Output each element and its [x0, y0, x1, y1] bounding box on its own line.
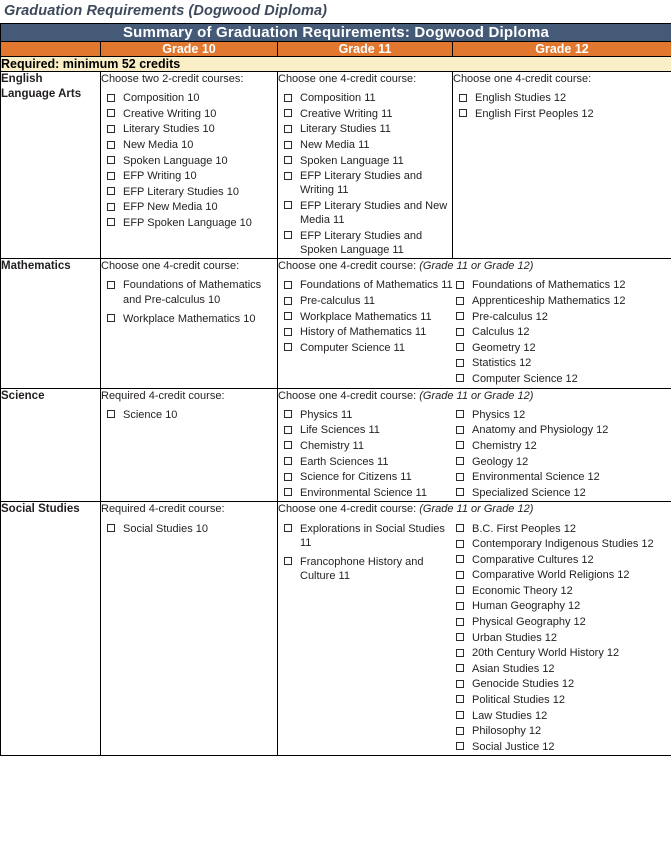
split-col-grade-12 — [454, 278, 671, 387]
checkbox-icon[interactable] — [284, 312, 292, 320]
checkbox-icon[interactable] — [456, 426, 464, 434]
course-option[interactable] — [454, 522, 671, 536]
checkbox-icon[interactable] — [284, 281, 292, 289]
course-option[interactable] — [454, 724, 671, 738]
course-option[interactable] — [101, 138, 277, 152]
course-option-label: Apprenticeship Mathematics 12 — [472, 295, 626, 308]
course-option-label: Science for Citizens 11 — [300, 471, 412, 484]
course-option[interactable] — [101, 200, 277, 214]
split-columns — [278, 278, 671, 387]
course-option[interactable] — [101, 312, 277, 326]
course-option[interactable] — [278, 341, 454, 355]
course-option[interactable] — [454, 537, 671, 551]
course-option-label: Computer Science 11 — [300, 341, 405, 354]
checkbox-icon[interactable] — [284, 557, 292, 565]
course-option-label: Social Justice 12 — [472, 740, 555, 753]
cell-science-grade-11-12 — [278, 388, 671, 502]
course-option-label: EFP Literary Studies and New Media 11 — [300, 199, 448, 226]
course-option[interactable] — [454, 709, 671, 723]
course-option[interactable] — [454, 631, 671, 645]
cell-lead: Choose two 2-credit courses: — [101, 73, 244, 85]
checkbox-icon[interactable] — [456, 328, 464, 336]
course-option[interactable] — [101, 408, 277, 422]
course-option-label: English Studies 12 — [475, 92, 567, 105]
checkbox-icon[interactable] — [284, 524, 292, 532]
cell-lead: Choose one 4-credit course: — [278, 73, 417, 85]
column-header-grade-12: Grade 12 — [453, 42, 671, 57]
option-list-social-studies-grade-10 — [101, 522, 277, 536]
checkbox-icon[interactable] — [107, 281, 115, 289]
course-option-label: Economic Theory 12 — [472, 584, 573, 597]
course-option-label: Life Sciences 11 — [300, 424, 380, 437]
course-option[interactable] — [454, 325, 671, 339]
checkbox-icon[interactable] — [284, 328, 292, 336]
course-option[interactable] — [278, 107, 452, 121]
course-option-label: Chemistry 11 — [300, 439, 364, 452]
course-option[interactable] — [278, 169, 452, 197]
grade-range-note: (Grade 11 or Grade 12) — [419, 503, 534, 516]
course-option[interactable] — [454, 740, 671, 754]
column-header-subject — [1, 42, 101, 57]
checkbox-icon[interactable] — [456, 343, 464, 351]
course-option[interactable] — [454, 294, 671, 308]
option-list-ela-grade-10 — [101, 91, 277, 230]
course-option[interactable] — [454, 615, 671, 629]
split-col-grade-12 — [454, 522, 671, 756]
column-header-grade-10: Grade 10 — [101, 42, 278, 57]
course-option-label: Foundations of Mathematics and Pre-calculus 10 — [123, 279, 262, 306]
course-option-label: Creative Writing 11 — [300, 107, 393, 120]
course-option[interactable] — [454, 455, 671, 469]
checkbox-icon[interactable] — [456, 540, 464, 548]
course-option[interactable] — [278, 310, 454, 324]
option-list-science-grade-10 — [101, 408, 277, 422]
course-option[interactable] — [101, 154, 277, 168]
option-list-ela-grade-12 — [453, 91, 671, 121]
checkbox-icon[interactable] — [284, 441, 292, 449]
course-option-label: EFP Spoken Language 10 — [123, 216, 252, 229]
checkbox-icon[interactable] — [107, 187, 115, 195]
course-option[interactable] — [278, 522, 454, 550]
checkbox-icon[interactable] — [284, 231, 292, 239]
cell-lead — [278, 502, 671, 516]
cell-science-grade-10 — [101, 388, 278, 502]
checkbox-icon[interactable] — [456, 457, 464, 465]
course-option[interactable] — [278, 91, 452, 105]
course-option-label: Anatomy and Physiology 12 — [472, 424, 609, 437]
page-title: Graduation Requirements (Dogwood Diploma) — [4, 3, 328, 19]
course-option[interactable] — [278, 486, 454, 500]
course-option-label: EFP Writing 10 — [123, 170, 197, 183]
checkbox-icon[interactable] — [456, 281, 464, 289]
course-option[interactable] — [454, 470, 671, 484]
course-option-label: Specialized Science 12 — [472, 486, 586, 499]
checkbox-icon[interactable] — [284, 457, 292, 465]
required-credits-row — [1, 57, 671, 72]
course-option[interactable] — [101, 522, 277, 536]
option-list-ela-grade-11 — [278, 91, 452, 256]
course-option-label: Philosophy 12 — [472, 725, 542, 738]
course-option[interactable] — [101, 107, 277, 121]
course-option-label: English First Peoples 12 — [475, 107, 594, 120]
course-option[interactable] — [454, 677, 671, 691]
checkbox-icon[interactable] — [456, 633, 464, 641]
checkbox-icon[interactable] — [456, 312, 464, 320]
course-option-label: Physical Geography 12 — [472, 616, 586, 629]
course-option-label: Geology 12 — [472, 455, 529, 468]
course-option-label: Science 10 — [123, 408, 178, 421]
checkbox-icon[interactable] — [456, 555, 464, 563]
course-option-label: Creative Writing 10 — [123, 107, 217, 120]
course-option[interactable] — [278, 154, 452, 168]
course-option[interactable] — [278, 229, 452, 257]
split-col-grade-11 — [278, 408, 454, 501]
course-option-label: New Media 11 — [300, 139, 370, 152]
course-option-label: Social Studies 10 — [123, 522, 208, 535]
course-option[interactable] — [278, 325, 454, 339]
course-option[interactable] — [454, 646, 671, 660]
table-banner-row — [1, 24, 671, 42]
course-option[interactable] — [454, 423, 671, 437]
checkbox-icon[interactable] — [284, 343, 292, 351]
checkbox-icon[interactable] — [284, 473, 292, 481]
grade-header-row — [1, 42, 671, 57]
course-option-label: New Media 10 — [123, 139, 194, 152]
course-option-label: Francophone History and Culture 11 — [300, 555, 424, 582]
cell-lead-text: Choose one 4-credit course: — [278, 503, 417, 516]
cell-lead: Required 4-credit course: — [101, 389, 225, 402]
cell-lead — [278, 259, 671, 273]
course-option-label: Literary Studies 11 — [300, 123, 391, 136]
checkbox-icon[interactable] — [284, 172, 292, 180]
course-option[interactable] — [101, 185, 277, 199]
subject-label-science: Science — [1, 388, 101, 502]
course-option[interactable] — [454, 439, 671, 453]
course-option[interactable] — [278, 455, 454, 469]
course-option-label: Contemporary Indigenous Studies 12 — [472, 538, 654, 551]
course-option-label: Physics 12 — [472, 408, 526, 421]
split-columns — [278, 408, 671, 501]
checkbox-icon[interactable] — [456, 727, 464, 735]
course-option[interactable] — [454, 584, 671, 598]
course-option-label: Physics 11 — [300, 408, 353, 421]
checkbox-icon[interactable] — [456, 602, 464, 610]
course-option[interactable] — [454, 278, 671, 292]
course-option[interactable] — [101, 91, 277, 105]
option-list-science-grade-12 — [454, 408, 671, 500]
graduation-requirements-table — [0, 23, 671, 756]
course-option-label: Statistics 12 — [472, 357, 532, 370]
course-option[interactable] — [454, 310, 671, 324]
table-row-english-language-arts — [1, 72, 671, 259]
split-col-grade-12 — [454, 408, 671, 501]
course-option-label: Geometry 12 — [472, 341, 536, 354]
checkbox-icon[interactable] — [456, 297, 464, 305]
course-option[interactable] — [278, 408, 454, 422]
cell-lead — [278, 389, 671, 403]
split-col-grade-11 — [278, 522, 454, 756]
cell-lead: Required 4-credit course: — [101, 503, 225, 516]
course-option-label: Foundations of Mathematics 11 — [300, 279, 453, 292]
course-option[interactable] — [454, 599, 671, 613]
checkbox-icon[interactable] — [456, 711, 464, 719]
course-option-label: Foundations of Mathematics 12 — [472, 279, 626, 292]
course-option-label: Literary Studies 10 — [123, 123, 215, 136]
cell-social-studies-grade-10 — [101, 502, 278, 756]
column-header-grade-11: Grade 11 — [278, 42, 453, 57]
cell-ela-grade-12 — [453, 72, 671, 259]
course-option[interactable] — [454, 408, 671, 422]
checkbox-icon[interactable] — [456, 359, 464, 367]
split-columns — [278, 522, 671, 756]
course-option[interactable] — [454, 341, 671, 355]
course-option[interactable] — [454, 553, 671, 567]
course-option[interactable] — [278, 439, 454, 453]
table-row-science — [1, 388, 671, 502]
cell-lead-text: Choose one 4-credit course: — [278, 260, 417, 273]
course-option[interactable] — [454, 356, 671, 370]
checkbox-icon[interactable] — [107, 410, 115, 418]
course-option-label: Political Studies 12 — [472, 693, 565, 706]
subject-label-social-studies: Social Studies — [1, 502, 101, 756]
grade-range-note: (Grade 11 or Grade 12) — [419, 260, 534, 273]
cell-ela-grade-11 — [278, 72, 453, 259]
checkbox-icon[interactable] — [284, 297, 292, 305]
course-option-label: Environmental Science 11 — [300, 486, 427, 499]
course-option[interactable] — [278, 294, 454, 308]
checkbox-icon[interactable] — [456, 524, 464, 532]
checkbox-icon[interactable] — [107, 141, 115, 149]
cell-lead: Choose one 4-credit course: — [453, 73, 592, 85]
course-option-label: Human Geography 12 — [472, 600, 581, 613]
course-option-label: Asian Studies 12 — [472, 662, 555, 675]
table-row-social-studies — [1, 502, 671, 756]
course-option[interactable] — [454, 662, 671, 676]
course-option-label: Workplace Mathematics 11 — [300, 310, 432, 323]
course-option-label: EFP Literary Studies and Writing 11 — [300, 170, 423, 197]
cell-lead: Choose one 4-credit course: — [101, 260, 240, 273]
checkbox-icon[interactable] — [456, 649, 464, 657]
checkbox-icon[interactable] — [456, 473, 464, 481]
option-list-mathematics-grade-11 — [278, 278, 454, 354]
course-option-label: B.C. First Peoples 12 — [472, 522, 576, 535]
checkbox-icon[interactable] — [456, 374, 464, 382]
checkbox-icon[interactable] — [284, 201, 292, 209]
course-option[interactable] — [101, 122, 277, 136]
course-option[interactable] — [454, 693, 671, 707]
checkbox-icon[interactable] — [284, 94, 292, 102]
checkbox-icon[interactable] — [456, 410, 464, 418]
course-option-label: Environmental Science 12 — [472, 471, 600, 484]
table-banner: Summary of Graduation Requirements: Dogwood Diploma — [1, 24, 671, 42]
checkbox-icon[interactable] — [456, 441, 464, 449]
course-option[interactable] — [454, 372, 671, 386]
course-option[interactable] — [278, 470, 454, 484]
checkbox-icon[interactable] — [456, 742, 464, 750]
checkbox-icon[interactable] — [284, 410, 292, 418]
course-option-label: Pre-calculus 12 — [472, 310, 548, 323]
subject-label-ela: English Language Arts — [1, 72, 101, 259]
course-option-label: Comparative Cultures 12 — [472, 553, 594, 566]
option-list-social-studies-grade-11 — [278, 522, 454, 583]
checkbox-icon[interactable] — [284, 488, 292, 496]
required-credits-band: Required: minimum 52 credits — [1, 57, 671, 72]
subject-label-mathematics: Mathematics — [1, 259, 101, 388]
course-option-label: EFP New Media 10 — [123, 201, 218, 214]
course-option[interactable] — [453, 91, 671, 105]
checkbox-icon[interactable] — [107, 203, 115, 211]
course-option[interactable] — [453, 107, 671, 121]
course-option[interactable] — [101, 216, 277, 230]
course-option-label: History of Mathematics 11 — [300, 326, 427, 339]
checkbox-icon[interactable] — [107, 314, 115, 322]
course-option-label: Workplace Mathematics 10 — [123, 312, 256, 325]
course-option-label: Spoken Language 11 — [300, 154, 404, 167]
checkbox-icon[interactable] — [456, 571, 464, 579]
checkbox-icon[interactable] — [284, 156, 292, 164]
cell-lead-text: Choose one 4-credit course: — [278, 389, 417, 402]
course-option[interactable] — [454, 486, 671, 500]
checkbox-icon[interactable] — [107, 109, 115, 117]
cell-mathematics-grade-10 — [101, 259, 278, 388]
course-option[interactable] — [101, 169, 277, 183]
checkbox-icon[interactable] — [459, 94, 467, 102]
checkbox-icon[interactable] — [107, 125, 115, 133]
option-list-social-studies-grade-12 — [454, 522, 671, 754]
course-option-label: Spoken Language 10 — [123, 154, 228, 167]
course-option-label: EFP Literary Studies 10 — [123, 185, 239, 198]
checkbox-icon[interactable] — [459, 109, 467, 117]
course-option-label: EFP Literary Studies and Spoken Language 11 — [300, 229, 423, 256]
course-option[interactable] — [278, 423, 454, 437]
course-option-label: Composition 10 — [123, 92, 200, 105]
cell-ela-grade-10 — [101, 72, 278, 259]
checkbox-icon[interactable] — [284, 426, 292, 434]
course-option-label: Chemistry 12 — [472, 439, 537, 452]
course-option-label: Composition 11 — [300, 92, 376, 105]
table-row-mathematics — [1, 259, 671, 388]
checkbox-icon[interactable] — [456, 618, 464, 626]
course-option[interactable] — [278, 138, 452, 152]
checkbox-icon[interactable] — [456, 695, 464, 703]
course-option-label: Urban Studies 12 — [472, 631, 557, 644]
option-list-mathematics-grade-12 — [454, 278, 671, 386]
checkbox-icon[interactable] — [284, 125, 292, 133]
checkbox-icon[interactable] — [456, 586, 464, 594]
course-option[interactable] — [101, 278, 277, 306]
course-option[interactable] — [278, 122, 452, 136]
course-option[interactable] — [278, 199, 452, 227]
checkbox-icon[interactable] — [107, 524, 115, 532]
checkbox-icon[interactable] — [284, 109, 292, 117]
checkbox-icon[interactable] — [456, 664, 464, 672]
course-option[interactable] — [278, 278, 454, 292]
course-option-label: Explorations in Social Studies 11 — [300, 522, 445, 549]
option-list-science-grade-11 — [278, 408, 454, 500]
course-option-label: Calculus 12 — [472, 326, 530, 339]
course-option-label: 20th Century World History 12 — [472, 647, 620, 660]
course-option-label: Genocide Studies 12 — [472, 678, 575, 691]
checkbox-icon[interactable] — [284, 141, 292, 149]
checkbox-icon[interactable] — [107, 172, 115, 180]
checkbox-icon[interactable] — [107, 94, 115, 102]
cell-social-studies-grade-11-12 — [278, 502, 671, 756]
checkbox-icon[interactable] — [456, 488, 464, 496]
course-option-label: Earth Sciences 11 — [300, 455, 389, 468]
checkbox-icon[interactable] — [107, 156, 115, 164]
option-list-mathematics-grade-10 — [101, 278, 277, 325]
checkbox-icon[interactable] — [107, 218, 115, 226]
course-option-label: Pre-calculus 11 — [300, 295, 375, 308]
checkbox-icon[interactable] — [456, 680, 464, 688]
cell-mathematics-grade-11-12 — [278, 259, 671, 388]
grade-range-note: (Grade 11 or Grade 12) — [419, 389, 534, 402]
course-option[interactable] — [278, 555, 454, 583]
course-option-label: Law Studies 12 — [472, 709, 548, 722]
course-option[interactable] — [454, 568, 671, 582]
course-option-label: Computer Science 12 — [472, 372, 578, 385]
split-col-grade-11 — [278, 278, 454, 387]
course-option-label: Comparative World Religions 12 — [472, 569, 630, 582]
